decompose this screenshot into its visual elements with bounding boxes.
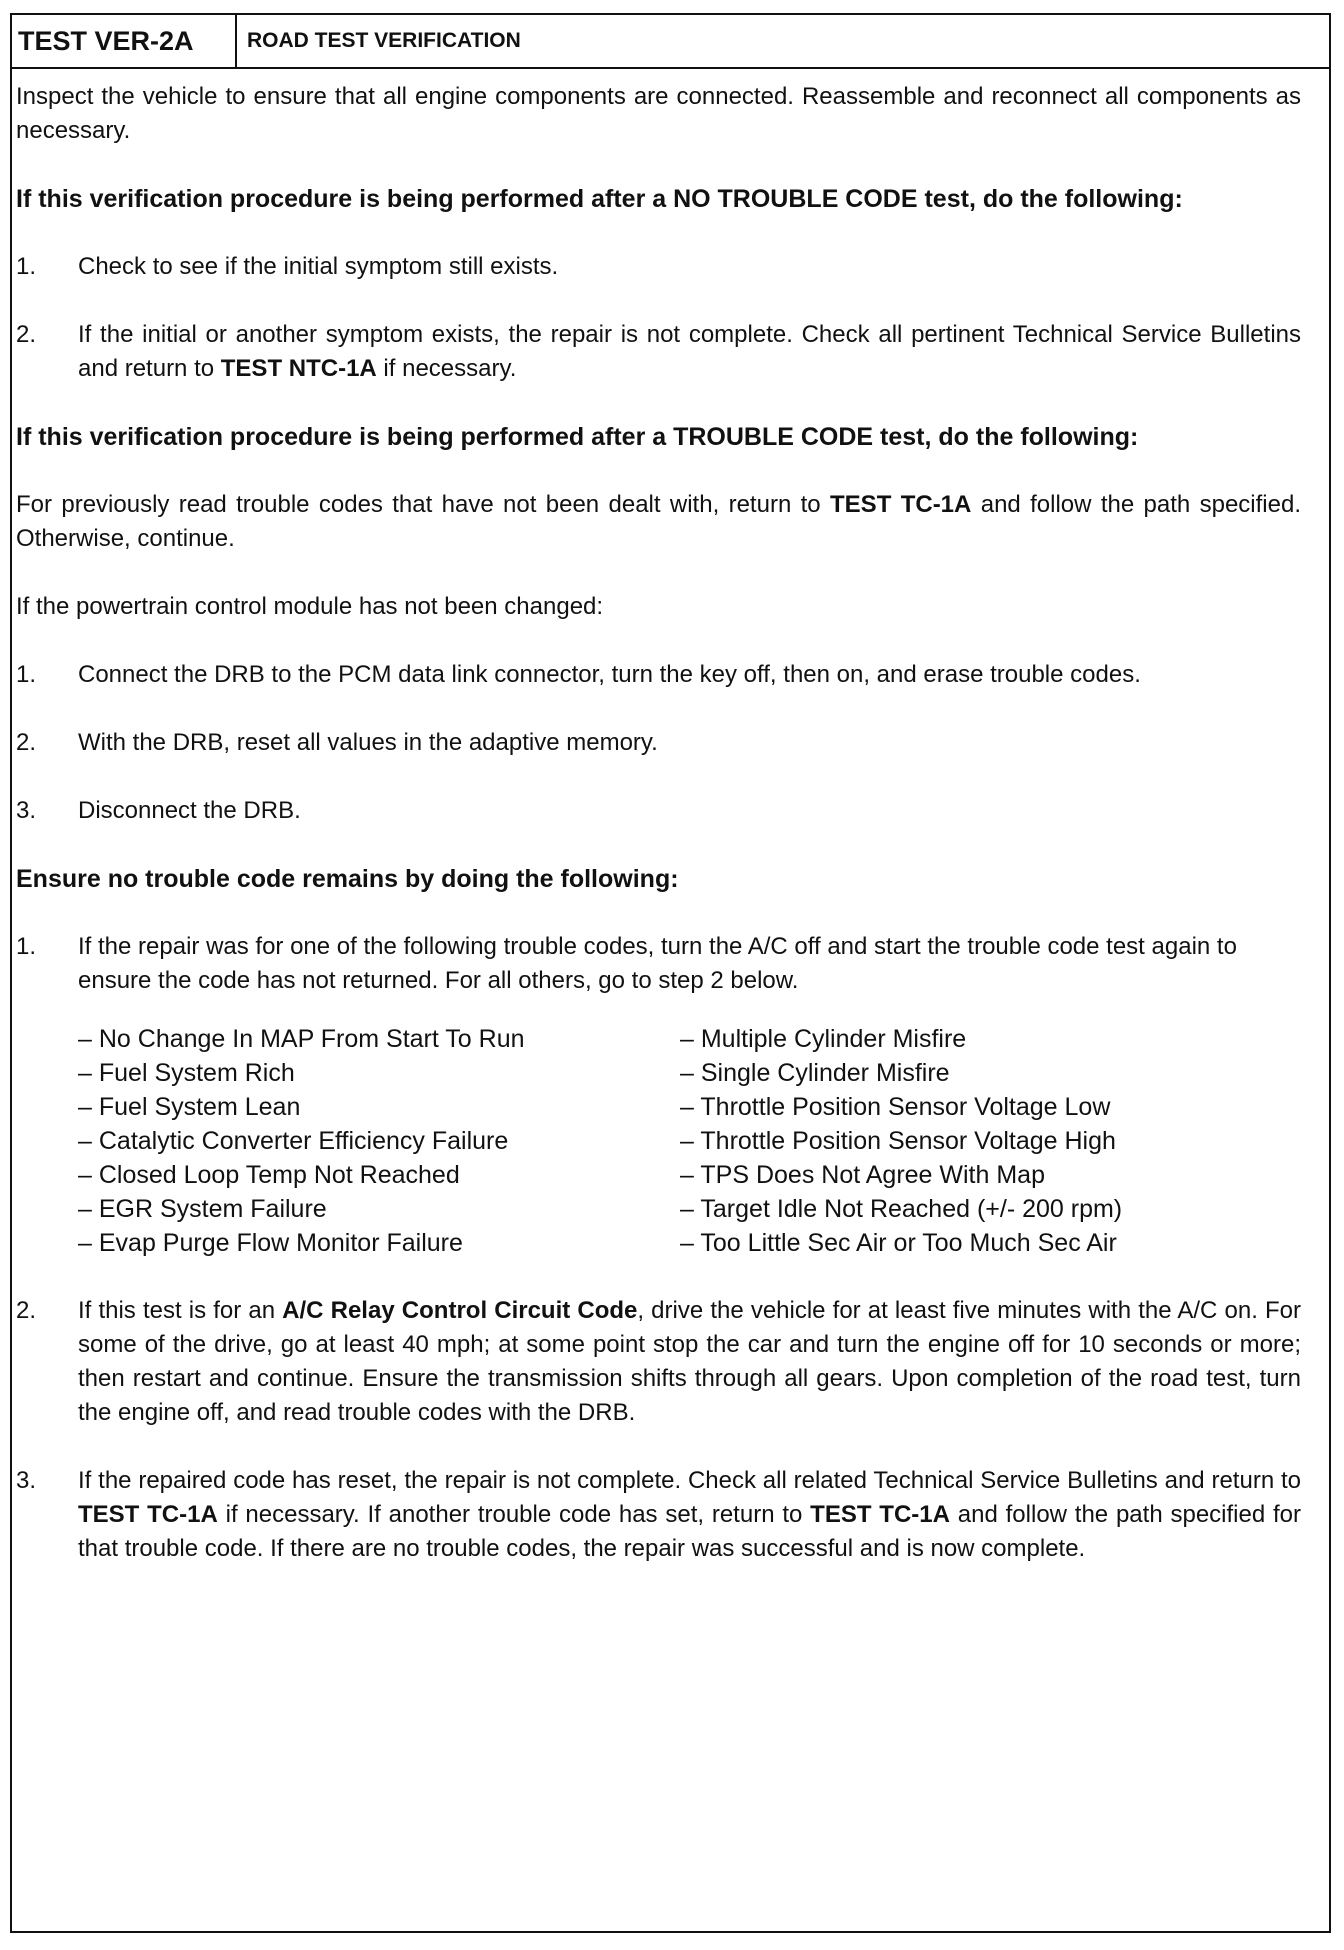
list-item: – Multiple Cylinder Misfire (680, 1022, 1122, 1056)
trouble-code-column-left (78, 1022, 680, 1260)
test-reference: TEST NTC-1A (220, 355, 377, 382)
list-item: – Closed Loop Temp Not Reached (78, 1158, 680, 1192)
step-item (16, 1294, 1301, 1430)
step-text (78, 318, 1301, 386)
list-item: – TPS Does Not Agree With Map (680, 1158, 1122, 1192)
step-item (16, 726, 1301, 760)
previous-codes-paragraph (16, 488, 1301, 556)
step-text (78, 1464, 1301, 1566)
list-item: – Throttle Position Sensor Voltage Low (680, 1090, 1122, 1124)
step-text: With the DRB, reset all values in the adaptive memory. (78, 729, 658, 756)
step-item (16, 318, 1301, 386)
step-number: 2. (16, 321, 37, 348)
trouble-code-steps (16, 658, 1301, 828)
step-text: Connect the DRB to the PCM data link connector, turn the key off, then on, and erase trouble codes. (78, 661, 1141, 688)
step-text (78, 1294, 1301, 1430)
step-number: 1. (16, 253, 37, 280)
list-item: – Catalytic Converter Efficiency Failure (78, 1124, 680, 1158)
test-header (12, 15, 1329, 69)
step-number: 2. (16, 1297, 37, 1324)
step-text-part: If this test is for an (78, 1297, 283, 1324)
step-text: Disconnect the DRB. (78, 797, 301, 824)
list-item: – Fuel System Lean (78, 1090, 680, 1124)
step-text-part: if necessary. If another trouble code has set, return to (217, 1501, 811, 1528)
code-reference: A/C Relay Control Circuit Code (282, 1297, 638, 1324)
test-reference: TEST TC-1A (830, 491, 972, 518)
step-text-part: If the repaired code has reset, the repair is not complete. Check all related Technical Service Bulletins and return to (78, 1467, 1301, 1494)
no-trouble-code-heading: If this verification procedure is being performed after a NO TROUBLE CODE test, do the following: (16, 185, 1183, 213)
step-item (16, 658, 1301, 692)
test-reference: TEST TC-1A (810, 1501, 950, 1528)
test-id: TEST VER-2A (12, 15, 237, 67)
step-number: 1. (16, 933, 37, 960)
step-number: 1. (16, 661, 37, 688)
step-item (16, 930, 1301, 998)
list-item: – Evap Purge Flow Monitor Failure (78, 1226, 680, 1260)
trouble-code-column-right (680, 1022, 1122, 1260)
step-text-part: if necessary. (376, 355, 517, 382)
test-reference: TEST TC-1A (78, 1501, 218, 1528)
test-content (16, 80, 1301, 1566)
step-text: Check to see if the initial symptom still exists. (78, 253, 559, 280)
step-item (16, 794, 1301, 828)
list-item: – No Change In MAP From Start To Run (78, 1022, 680, 1056)
test-title: ROAD TEST VERIFICATION (247, 29, 521, 52)
step-number: 3. (16, 1467, 37, 1494)
pcm-condition: If the powertrain control module has not been changed: (16, 593, 604, 620)
step-text-part: , drive the vehicle for at least five minutes with the A/C on. For some of the drive, go at least 40 mph; at some point stop the car and turn the engine off for 10 seconds or more; then restart and continue. Ensure the transmission shifts through all gears. Upon completion of the road test, turn the engine off, and read trouble codes with the DRB. (78, 1297, 1301, 1426)
step-number: 2. (16, 729, 37, 756)
list-item: – Fuel System Rich (78, 1056, 680, 1090)
step-number: 3. (16, 797, 37, 824)
trouble-code-heading: If this verification procedure is being performed after a TROUBLE CODE test, do the following: (16, 423, 1139, 451)
step-text-part: If the initial or another symptom exists, the repair is not complete. Check all pertinent Technical Service Bulletins and return to (78, 321, 1301, 382)
step-text-part: and follow the path specified for that trouble code. If there are no trouble codes, the repair was successful and is now complete. (78, 1501, 1302, 1562)
list-item: – EGR System Failure (78, 1192, 680, 1226)
step-text: If the repair was for one of the following trouble codes, turn the A/C off and start the trouble code test again to ensure the code has not returned. For all others, go to step 2 below. (78, 933, 1237, 994)
list-item: – Target Idle Not Reached (+/- 200 rpm) (680, 1192, 1122, 1226)
intro-paragraph: Inspect the vehicle to ensure that all engine components are connected. Reassemble and reconnect all components as necessary. (16, 83, 1301, 144)
paragraph-text: For previously read trouble codes that have not been dealt with, return to (16, 491, 831, 518)
trouble-code-list (78, 1022, 1301, 1260)
list-item: – Single Cylinder Misfire (680, 1056, 1122, 1090)
no-trouble-code-steps (16, 250, 1301, 386)
step-item (16, 1464, 1301, 1566)
paragraph-text: and follow the path specified. Otherwise, continue. (16, 491, 1301, 552)
step-item (16, 250, 1301, 284)
list-item: – Too Little Sec Air or Too Much Sec Air (680, 1226, 1122, 1260)
ensure-heading: Ensure no trouble code remains by doing the following: (16, 865, 679, 893)
list-item: – Throttle Position Sensor Voltage High (680, 1124, 1122, 1158)
